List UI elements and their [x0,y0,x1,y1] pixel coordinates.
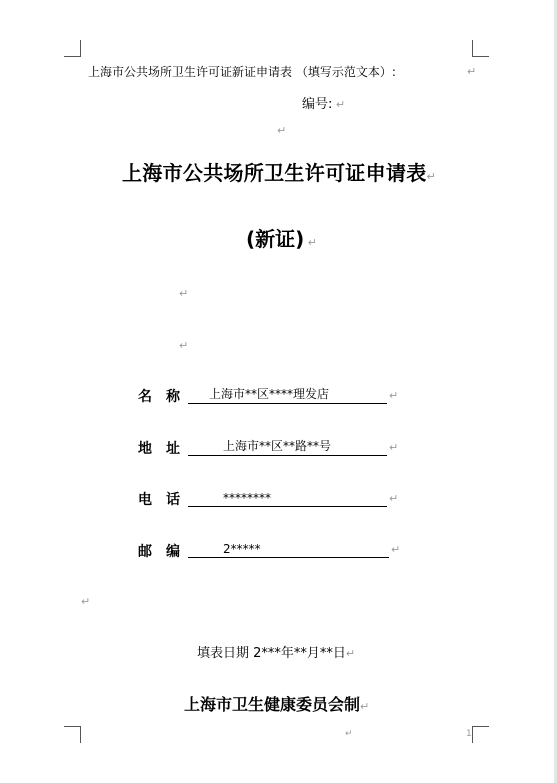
header-note [88,63,396,80]
field-line-name [188,385,387,404]
field-line-phone [188,488,387,507]
paragraph-mark-icon: ↵ [277,124,287,137]
field-label-phone: 电 话 [138,492,180,508]
crop-mark-top-left [64,40,81,57]
field-line-postcode [188,539,389,558]
number-field [302,93,345,112]
number-label: 编号: [302,97,333,112]
paragraph-mark-icon: ↵ [304,236,317,249]
field-label-postcode: 邮 编 [138,544,180,560]
header-note-text: 上海市公共场所卫生许可证新证申请表 （填写示范文本）: [88,65,396,79]
field-label-address: 地 址 [138,441,180,457]
field-line-address [188,437,387,456]
paragraph-mark-icon: ↵ [389,492,399,505]
crop-mark-top-right [472,40,489,57]
document-title [122,157,436,186]
document-title-text: 上海市公共场所卫生许可证申请表 [122,161,427,185]
paragraph-mark-icon: ↵ [81,595,91,608]
field-label-name: 名 称 [138,389,180,405]
page-number: 1 [466,729,472,739]
paragraph-mark-icon: ↵ [426,170,437,183]
paragraph-mark-icon: ↵ [389,441,399,454]
field-value-name: 上海市**区****理发店 [209,387,330,401]
field-value-postcode: 2***** [223,542,261,556]
paragraph-mark-icon: ↵ [179,287,189,300]
paragraph-mark-icon: ↵ [345,647,356,660]
paragraph-mark-icon: ↵ [389,389,399,402]
paragraph-mark-icon: ↵ [467,65,477,78]
paragraph-mark-icon: ↵ [332,98,346,111]
fill-date-text: 填表日期 2***年**月**日 [197,646,346,661]
document-subtitle-text: (新证) [246,227,305,251]
paragraph-mark-icon: ↵ [179,339,189,352]
field-value-address: 上海市**区**路**号 [223,439,332,453]
fill-date [197,642,355,661]
field-value-phone: ******** [223,491,271,505]
document-subtitle [246,223,317,252]
crop-mark-bottom-left [64,726,81,743]
paragraph-mark-icon: ↵ [391,543,401,556]
crop-mark-bottom-right [472,726,489,743]
paragraph-mark-icon: ↵ [345,729,353,739]
paragraph-mark-icon: ↵ [360,700,370,713]
issuer-line [184,692,369,715]
issuer-text: 上海市卫生健康委员会制 [184,695,361,714]
